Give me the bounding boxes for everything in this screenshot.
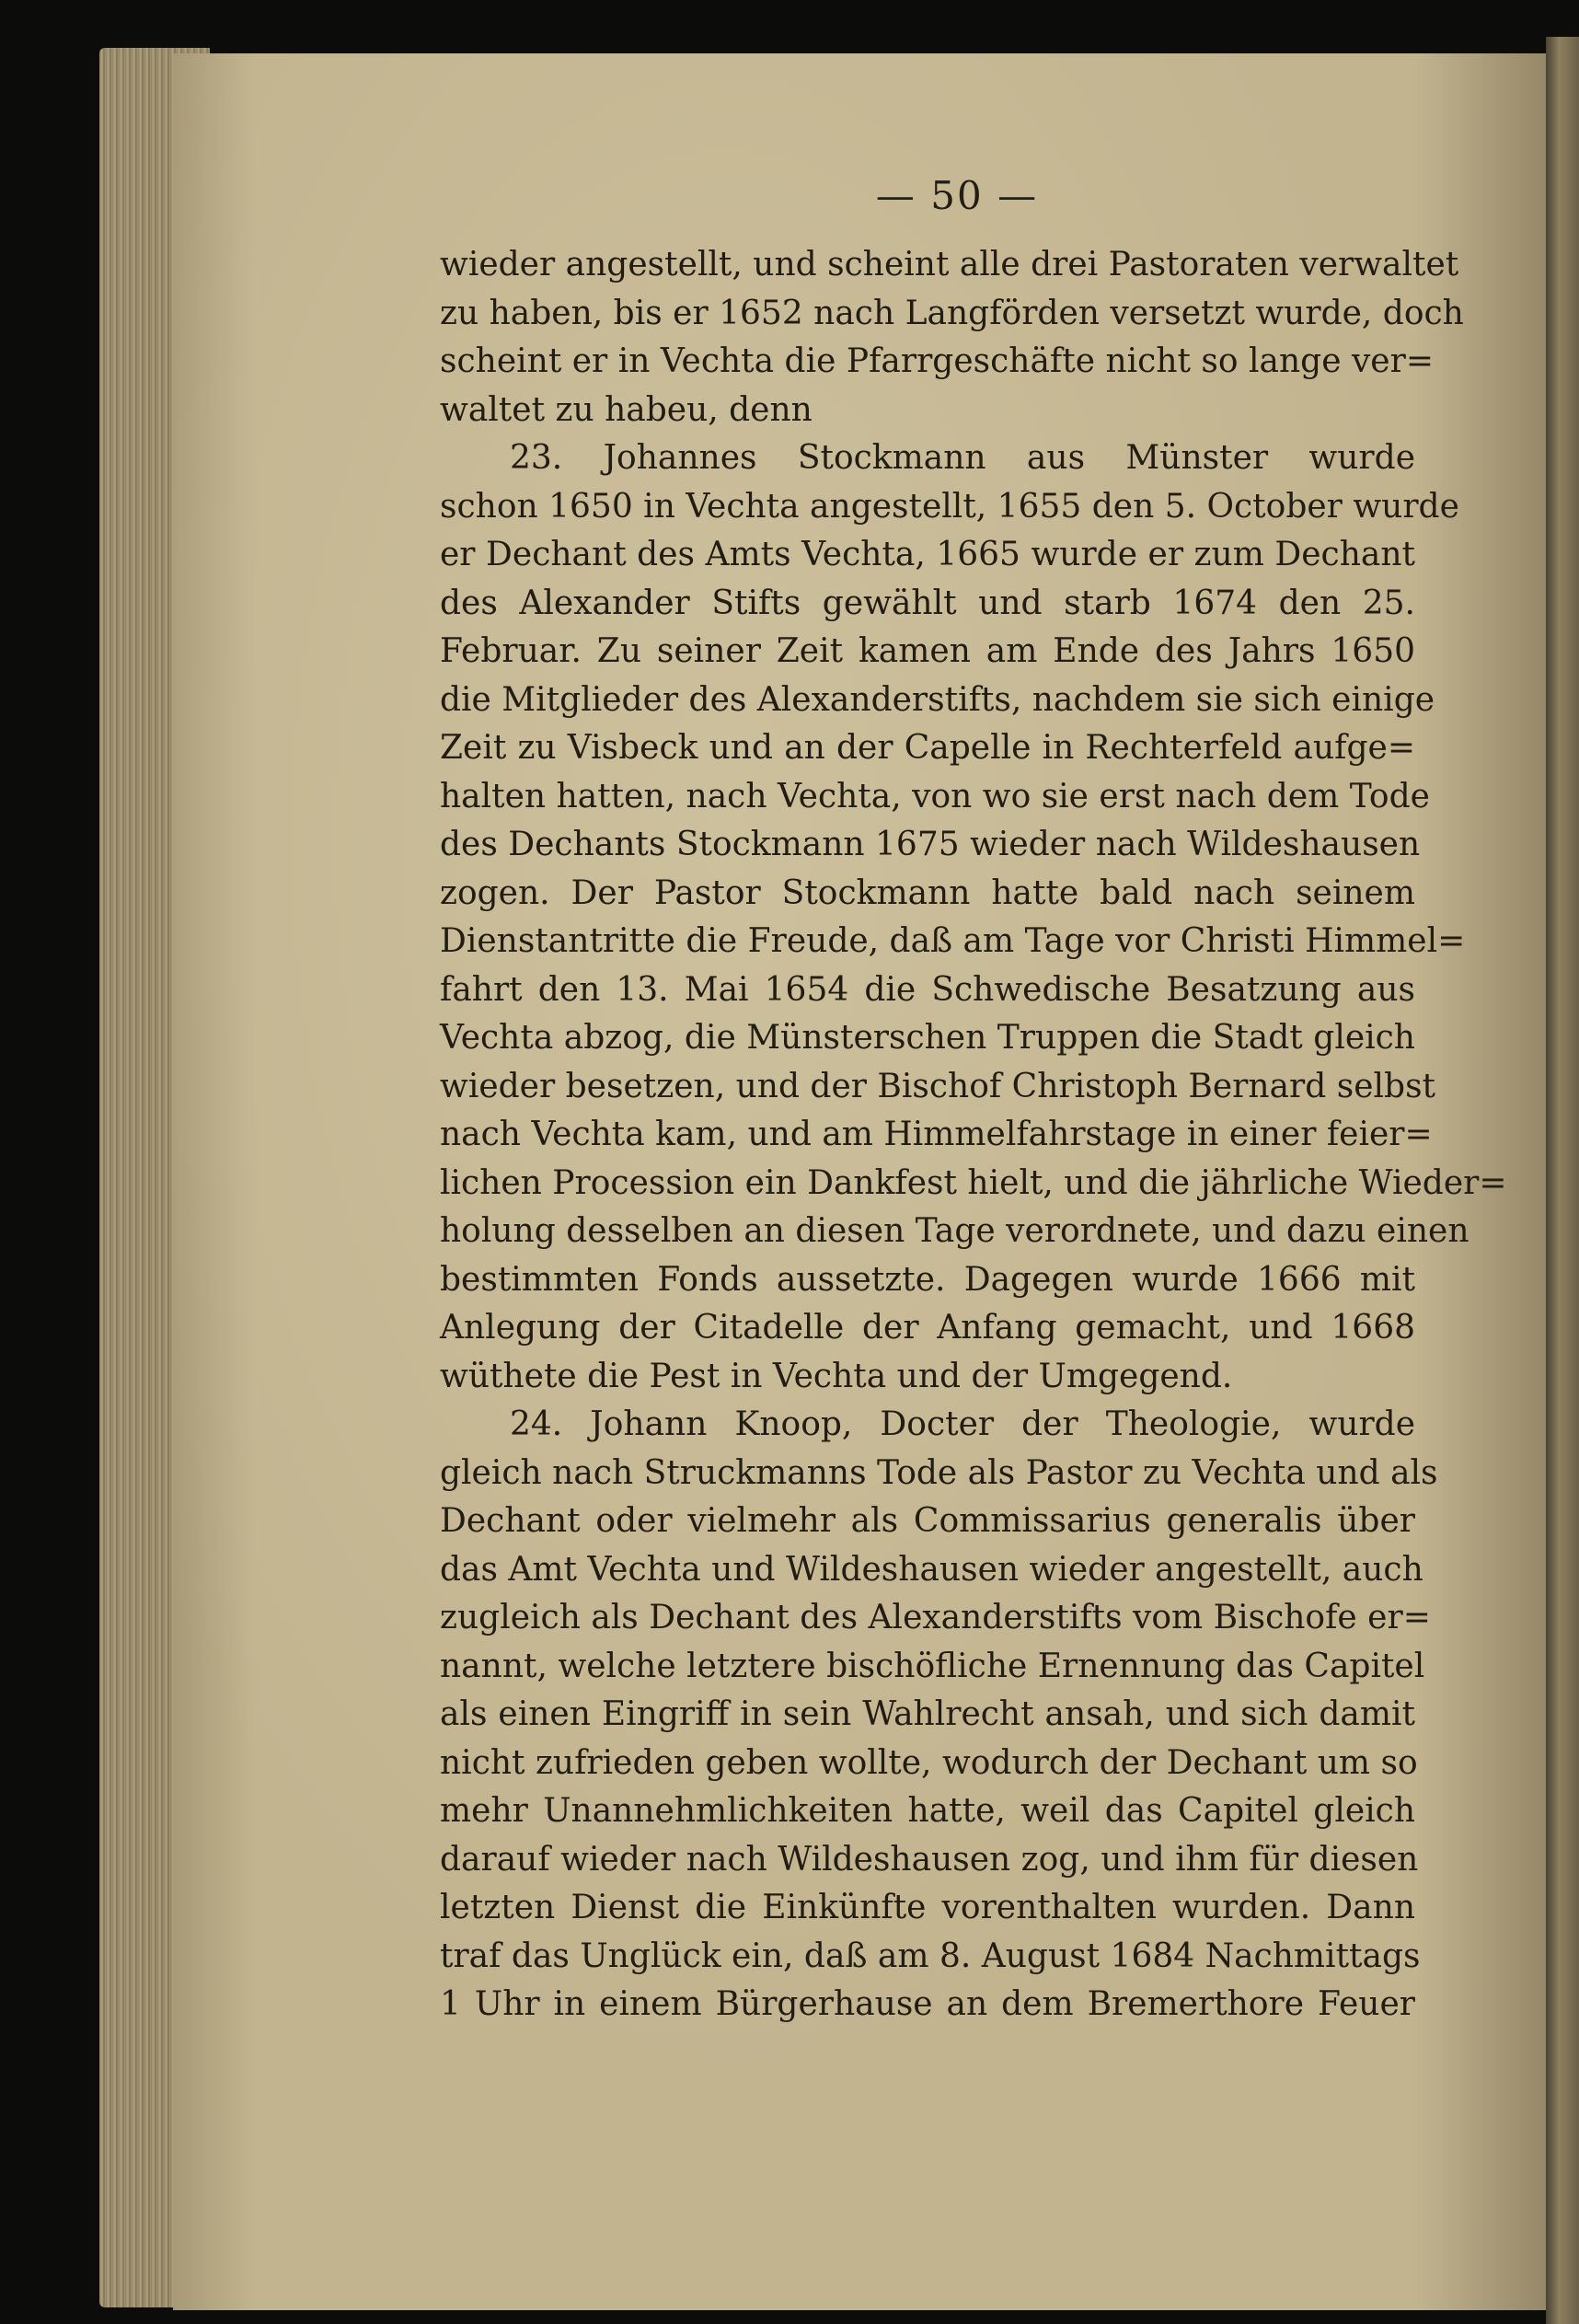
text-line: zugleich als Dechant des Alexanderstifts vom Bischofe er= — [440, 1599, 1431, 1636]
text-line: Anlegung der Citadelle der Anfang gemacht, und 1668 — [440, 1309, 1415, 1347]
text-line: waltet zu habeu, denn — [440, 390, 813, 429]
text-line: scheint er in Vechta die Pfarrgeschäfte nicht so lange ver= — [440, 342, 1434, 380]
text-line: Dechant oder vielmehr als Commissarius generalis über — [440, 1502, 1415, 1540]
text-line: 1 Uhr in einem Bürgerhause an dem Bremerthore Feuer — [440, 1985, 1415, 2023]
text-line: wüthete die Pest in Vechta und der Umgegend. — [440, 1357, 1233, 1395]
text-line: Dienstantritte die Freude, daß am Tage vor Christi Himmel= — [440, 922, 1466, 960]
text-line: 24. Johann Knoop, Docter der Theologie, wurde — [510, 1405, 1415, 1443]
text-line: des Alexander Stifts gewählt und starb 1674 den 25. — [440, 584, 1415, 622]
body-text — [440, 241, 1507, 2029]
text-line: lichen Procession ein Dankfest hielt, und die jährliche Wieder= — [440, 1163, 1507, 1202]
text-line: das Amt Vechta und Wildeshausen wieder angestellt, auch — [440, 1550, 1423, 1589]
page-number: — 50 — — [875, 173, 1039, 218]
text-line: zu haben, bis er 1652 nach Langförden versetzt wurde, doch — [440, 294, 1464, 332]
text-line: die Mitglieder des Alexanderstifts, nachdem sie sich einige — [440, 680, 1435, 719]
text-line: fahrt den 13. Mai 1654 die Schwedische Besatzung aus — [440, 970, 1415, 1009]
text-line: zogen. Der Pastor Stockmann hatte bald nach seinem — [440, 873, 1415, 912]
text-line: halten hatten, nach Vechta, von wo sie erst nach dem Tode — [440, 777, 1430, 815]
text-line: wieder besetzen, und der Bischof Christoph Bernard selbst — [440, 1067, 1436, 1105]
text-line: wieder angestellt, und scheint alle drei Pastoraten verwaltet — [440, 246, 1459, 283]
text-line: schon 1650 in Vechta angestellt, 1655 den 5. October wurde — [440, 487, 1459, 526]
text-line: Vechta abzog, die Münsterschen Truppen die Stadt gleich — [440, 1019, 1415, 1057]
text-line: nach Vechta kam, und am Himmelfahrstage in einer feier= — [440, 1116, 1433, 1153]
text-line: er Dechant des Amts Vechta, 1665 wurde er zum Dechant — [440, 536, 1415, 573]
text-line: 23. Johannes Stockmann aus Münster wurde — [510, 439, 1415, 477]
text-line: mehr Unannehmlichkeiten hatte, weil das Capitel gleich — [440, 1792, 1415, 1830]
text-line: Zeit zu Visbeck und an der Capelle in Rechterfeld aufge= — [440, 729, 1415, 767]
text-line: nannt, welche letztere bischöfliche Ernennung das Capitel — [440, 1647, 1425, 1685]
text-line: als einen Eingriff in sein Wahlrecht ansah, und sich damit — [440, 1695, 1415, 1733]
text-line: nicht zufrieden geben wollte, wodurch der Dechant um so — [440, 1743, 1418, 1782]
text-line: Februar. Zu seiner Zeit kamen am Ende des Jahrs 1650 — [440, 632, 1415, 670]
text-line: bestimmten Fonds aussetzte. Dagegen wurde 1666 mit — [440, 1260, 1415, 1299]
text-line: darauf wieder nach Wildeshausen zog, und ihm für diesen — [440, 1840, 1419, 1879]
text-line: gleich nach Struckmanns Tode als Pastor zu Vechta und als — [440, 1453, 1438, 1492]
book-gutter — [1546, 37, 1579, 2324]
text-line: letzten Dienst die Einkünfte vorenthalten wurden. Dann — [440, 1889, 1415, 1926]
text-line: des Dechants Stockmann 1675 wieder nach Wildeshausen — [440, 826, 1421, 863]
text-line: holung desselben an diesen Tage verordnete, und dazu einen — [440, 1212, 1470, 1250]
text-line: traf das Unglück ein, daß am 8. August 1684 Nachmittags — [440, 1937, 1421, 1975]
